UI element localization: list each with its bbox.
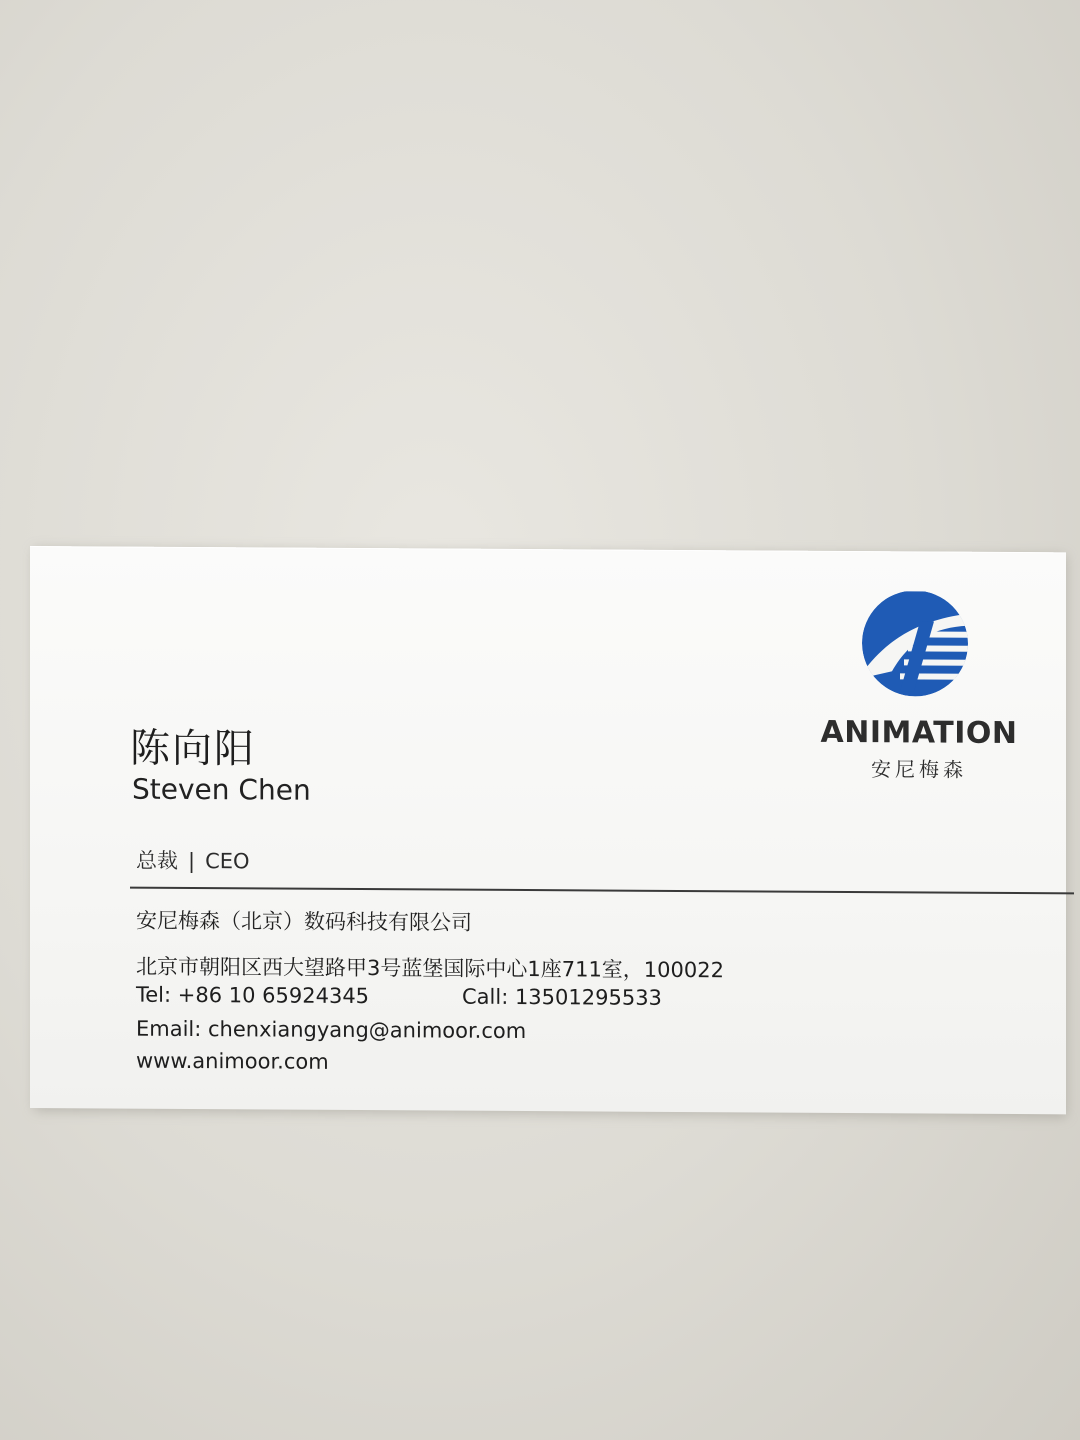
- job-title-chinese: 总裁: [136, 848, 178, 873]
- email: Email: chenxiangyang@animoor.com: [136, 1016, 527, 1044]
- brand-name-english: ANIMATION: [820, 714, 1018, 752]
- mobile-phone: Call: 13501295533: [462, 984, 662, 1010]
- business-card: [30, 546, 1066, 1114]
- name-chinese: 陈向阳: [130, 725, 256, 773]
- job-title: [136, 845, 250, 876]
- company-logo: [806, 591, 1036, 782]
- job-title-english: CEO: [205, 849, 250, 874]
- divider-line: [130, 887, 1074, 895]
- brand-name-chinese: 安尼梅森: [871, 757, 967, 782]
- telephone: Tel: +86 10 65924345: [136, 982, 370, 1009]
- title-separator: |: [188, 848, 196, 874]
- website: www.animoor.com: [136, 1048, 329, 1074]
- name-english: Steven Chen: [132, 772, 311, 807]
- globe-logo-icon: [850, 591, 980, 702]
- address: 北京市朝阳区西大望路甲3号蓝堡国际中心1座711室，100022: [136, 954, 724, 983]
- company-name: 安尼梅森（北京）数码科技有限公司: [136, 908, 472, 935]
